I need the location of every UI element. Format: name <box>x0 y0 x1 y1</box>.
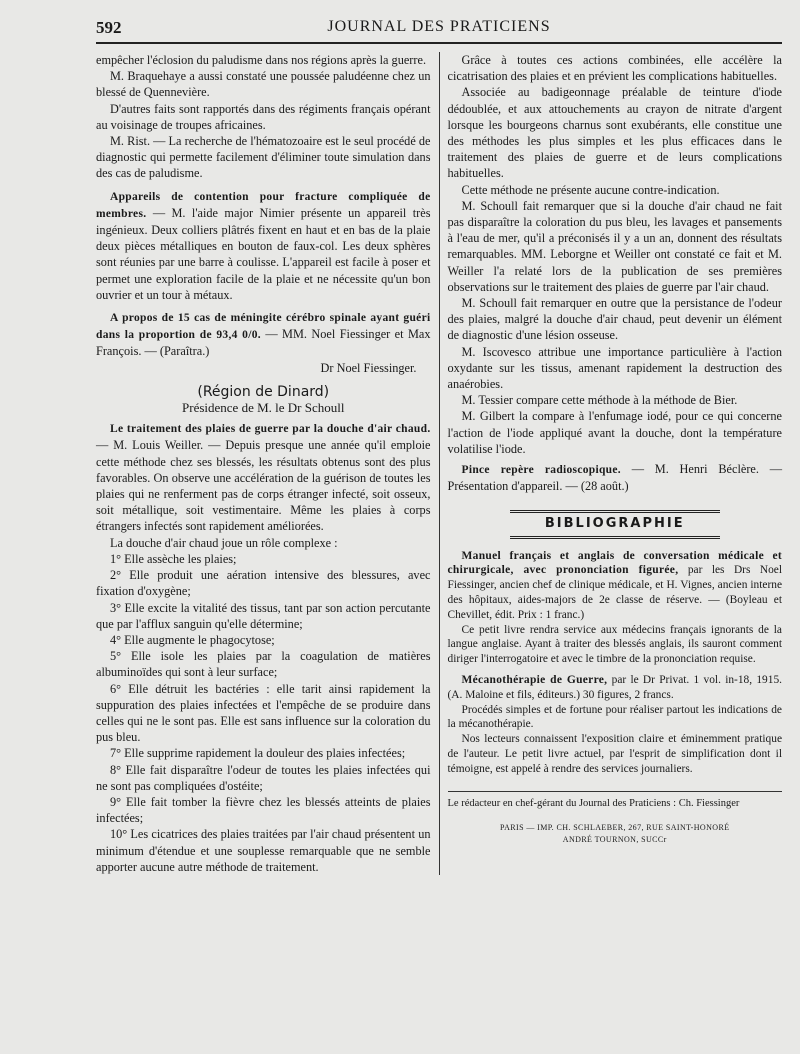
paragraph: M. Schoull fait remarquer en outre que la persistance de l'odeur des plaies, malgré la douche d'air chaud, peut devenir un élément de diagnostic d'une lésion osseuse. <box>447 296 782 343</box>
paragraph: empêcher l'éclosion du paludisme dans nos régions après la guerre. <box>96 53 427 67</box>
printer-imprint <box>448 822 783 846</box>
journal-title: JOURNAL DES PRATICIENS <box>327 18 551 35</box>
list-item: 4° Elle augmente le phagocytose; <box>110 632 275 647</box>
section-text: — M. Henri Béclère. — Présentation d'appareil. — (28 août.) <box>447 462 783 494</box>
page-number: 592 <box>96 18 122 37</box>
bibliographie-heading <box>448 510 783 538</box>
section-text: — MM. Noel Fiessinger et Max François. — (Paraîtra.) <box>96 327 431 359</box>
signature: Dr Noel Fiessinger. <box>320 360 417 375</box>
paragraph: Ce petit livre rendra service aux médecins français ignorants de la langue anglaise. Ayant à traiter des blessés anglais, ils sauront comment diriger l'interrogatoire et avec le timbre de la prononciation requise. <box>447 623 782 666</box>
editor-footer: Le rédacteur en chef-gérant du Journal des Praticiens : Ch. Fiessinger <box>448 791 783 812</box>
section-heading: Appareils de contention pour fracture compliquée de membres. <box>96 190 431 220</box>
list-item: 1° Elle assèche les plaies; <box>110 551 237 566</box>
book-title: Manuel français et anglais de conversation médicale et chirurgicale, avec prononciation figurée, <box>447 549 782 577</box>
region-heading: (Région de Dinard) <box>197 383 330 400</box>
list-item: 10° Les cicatrices des plaies traitées par l'air chaud présentent un minimum d'étendue et une souplesse remarquable que ne semble apporter aucune autre méthode de traitement. <box>96 827 431 874</box>
paragraph: Nos lecteurs connaissent l'exposition claire et éminemment pratique de l'auteur. Le petit livre actuel, par l'esprit de simplification dont il témoigne, est appelé à rendre des services journaliers. <box>447 733 782 775</box>
bibliographie-title: BIBLIOGRAPHIE <box>510 510 720 538</box>
paragraph: Associée au badigeonnage préalable de teinture d'iode dédoublée, et aux attouchements au crayon de nitrate d'argent lorsque les bourgeons charnus sont exubérants, elle constitue une des méthodes les plus simples et les plus efficaces dans le traitement des plaies de guerre et de leurs complications habituelles. <box>447 85 782 181</box>
list-item: 3° Elle excite la vitalité des tissus, tant par son action percutante que par l'afflux sanguin qu'elle détermine; <box>96 600 431 631</box>
section-text: — M. Louis Weiller. — Depuis presque une année qu'il emploie cette méthode chez ses blessés, les résultats obtenus sont des plus favorables. On observe une accélération de la guérison de toutes les plaies qui ne renferment pas de corps étranger infecté, soit osseux, soit métallique, soit vestimentaire. Même les plaies à corps étrangers infectés sont rapidement améliorées. <box>96 438 431 534</box>
list-item: 5° Elle isole les plaies par la coagulation de matières albuminoïdes qui sont à leur surface; <box>96 649 431 680</box>
list-item: 2° Elle produit une aération intensive des blessures, avec fixation d'oxygène; <box>96 568 431 599</box>
meningite-section <box>96 309 431 360</box>
list-item: 8° Elle fait disparaître l'odeur de toutes les plaies infectées qui ne sont pas compliquées d'ostéite; <box>96 762 431 793</box>
manuel-entry <box>448 549 783 623</box>
paragraph: M. Rist. — La recherche de l'hématozoaire est le seul procédé de diagnostic qui permette facilement d'éliminer toute simulation dans des cas de paludisme. <box>96 134 431 181</box>
list-item: 6° Elle détruit les bactéries : elle tarit ainsi rapidement la suppuration des plaies infectées et l'empêche de se produire dans celles qui ne le sont pas. Elle est sans influence sur la coloration du pus bleu. <box>96 681 431 745</box>
paragraph: Procédés simples et de fortune pour réaliser partout les indications de la mécanothérapie. <box>447 703 782 731</box>
paragraph: La douche d'air chaud joue un rôle complexe : <box>110 535 338 550</box>
paragraph: D'autres faits sont rapportés dans des régiments français opérant au voisinage de troupes africaines. <box>96 101 431 132</box>
pince-section <box>448 461 783 494</box>
paragraph: M. Braquehaye a aussi constaté une poussée paludéenne chez un blessé de Quennevière. <box>96 69 431 100</box>
book-details: par les Drs Noel Fiessinger, ancien chef de clinique médicale, et H. Vignes, ancien interne des hôpitaux, aides-majors de 2e classe de réserve. — (Boyleau et Chevillet, édit. Prix : 1 franc.) <box>447 564 782 621</box>
paragraph: M. Tessier compare cette méthode à la méthode de Bier. <box>461 393 738 408</box>
paragraph: M. Iscovesco attribue une importance particulière à l'action oxydante sur les tissus, amenant rapidement la destruction des anaérobies. <box>447 344 782 392</box>
list-item: 9° Elle fait tomber la fièvre chez les blessés atteints de plaies infectées; <box>96 794 431 826</box>
section-heading: A propos de 15 cas de méningite cérébro spinale ayant guéri dans la proportion de 93,4 0/0. <box>96 312 431 342</box>
page-header <box>96 14 782 44</box>
douche-section <box>96 420 431 534</box>
section-heading: Pince repère radioscopique. <box>461 464 621 477</box>
section-heading: Le traitement des plaies de guerre par la douche d'air chaud. <box>110 423 431 436</box>
right-column <box>440 52 783 875</box>
mecano-entry <box>448 673 783 703</box>
printer-line: PARIS — IMP. CH. SCHLAEBER, 267, RUE SAINT-HONORÉ <box>500 822 730 832</box>
appareils-section <box>96 188 431 303</box>
paragraph: Grâce à toutes ces actions combinées, elle accélère la cicatrisation des plaies et en prévient les complications habituelles. <box>447 53 782 84</box>
section-text: — M. l'aide major Nimier présente un appareil très ingénieux. Deux colliers plâtrés fixent en haut et en bas de la plaie deux pièces métalliques en bouton de faux-col. Les deux sphères sont réunies par une barre à coulisse. L'appareil est facile à poser et permet une exploration facile de la plaie et ne nécessite qu'un bon ouvrier et un tour à métaux. <box>96 205 431 302</box>
presidence-line: Présidence de M. le Dr Schoull <box>182 400 345 416</box>
paragraph: Cette méthode ne présente aucune contre-indication. <box>461 182 720 197</box>
book-details: par le Dr Privat. 1 vol. in-18, 1915. (A. Maloine et fils, éditeurs.) 30 figures, 2 francs. <box>447 674 782 701</box>
book-title: Mécanothérapie de Guerre, <box>461 674 608 687</box>
list-item: 7° Elle supprime rapidement la douleur des plaies infectées; <box>110 746 406 761</box>
printer-line: ANDRÉ TOURNON, SUCCr <box>562 834 667 844</box>
paragraph: M. Gilbert la compare à l'enfumage iodé, pour ce qui concerne l'action de l'iode appliqué avant la douche, dont la température volatilise l'iode. <box>447 409 782 456</box>
left-column <box>96 52 440 875</box>
paragraph: M. Schoull fait remarquer que si la douche d'air chaud ne fait pas disparaître la coloration du pus bleu, les lavages et pansements à l'eau de mer, qu'il a préconisés il y a un an, donnent des résultats remarquables. MM. Leborgne et Weiller ont constaté ce fait et M. Weiller l'a relaté lors de la publication de ses premières observations sur le traitement des plaies de guerre par l'air chaud. <box>447 198 782 294</box>
